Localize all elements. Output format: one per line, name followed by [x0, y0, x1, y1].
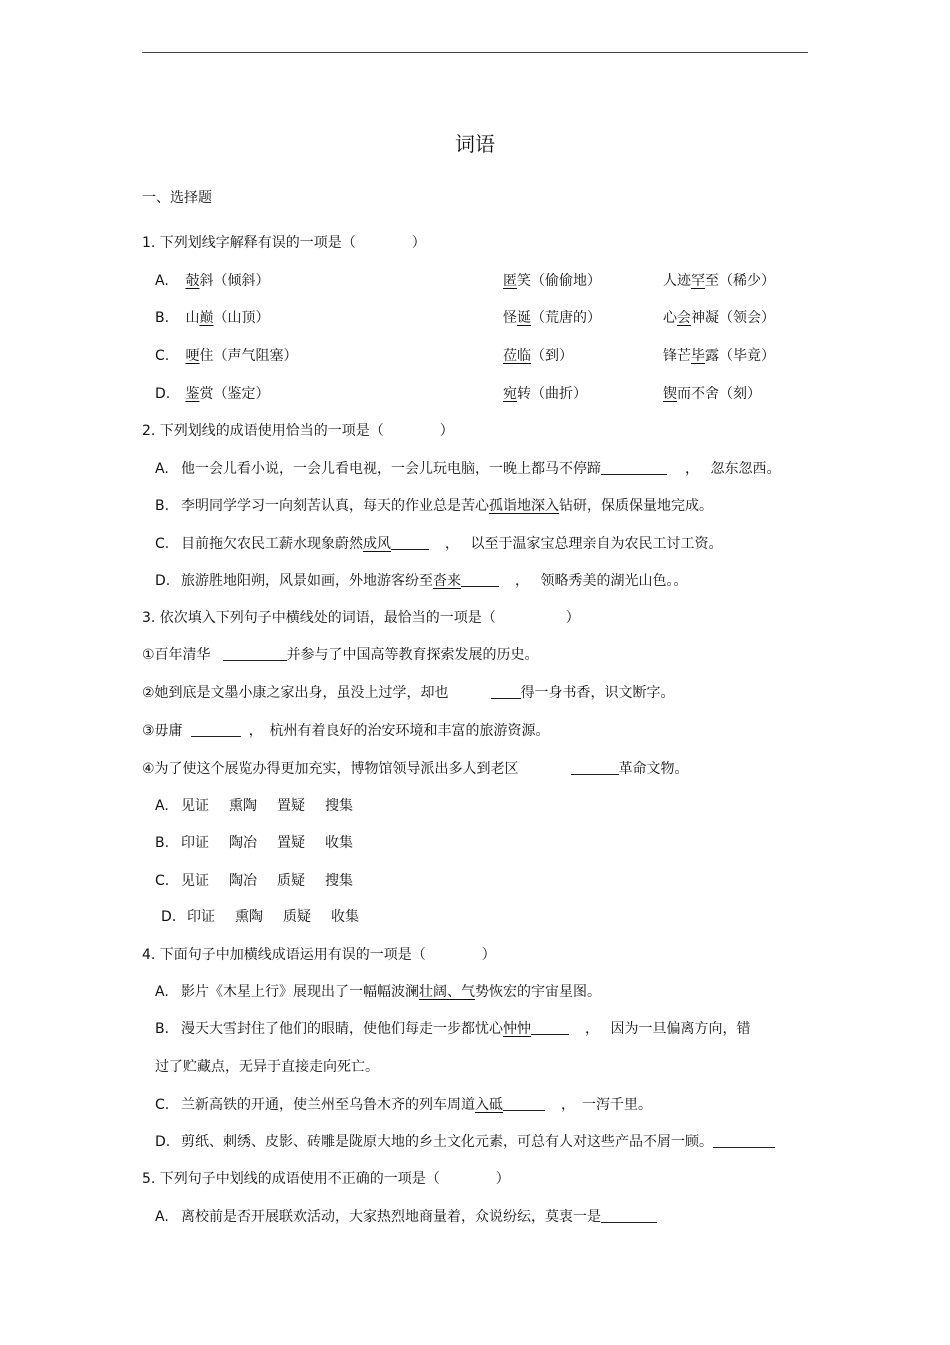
q3-sentence-4: ④为了使这个展览办得更加充实，博物馆领导派出多人到老区 革命文物。: [142, 761, 689, 777]
q3-option-d: D. 印证 熏陶 质疑 收集: [161, 909, 359, 925]
header-rule: [142, 52, 808, 53]
q1-a-item-3: 人迹罕至（稀少）: [663, 273, 775, 289]
q1-b-item-1: 山巅（山顶）: [185, 310, 270, 326]
q1-option-d: D. 鉴赏（鉴定） 宛转（曲折） 锲而不舍（刻）: [155, 383, 269, 403]
answer-blank: [491, 684, 521, 699]
answer-blank: [191, 722, 241, 737]
q1-a-item-2: 匿笑（偷偷地）: [503, 273, 601, 289]
answer-blank: [601, 1208, 657, 1223]
q1-c-item-1: 哽住（声气阻塞）: [185, 348, 298, 364]
q1-d-item-2: 宛转（曲折）: [503, 386, 587, 402]
q1-b-item-2: 怪诞（荒唐的）: [503, 310, 601, 326]
section-heading: 一、选择题: [142, 190, 212, 206]
q3-stem: 3. 依次填入下列句子中横线处的词语，最恰当的一项是（ ）: [142, 610, 580, 626]
q4-option-d: D. 剪纸、刺绣、皮影、砖雕是陇原大地的乡土文化元素，可总有人对这些产品不屑一顾。: [155, 1131, 775, 1151]
answer-blank: [391, 535, 429, 550]
q2-option-c: C. 目前拖欠农民工薪水现象蔚然成风 ， 以至于温家宝总理亲自为农民工讨工资。: [155, 536, 723, 552]
q1-b-item-3: 心会神凝（领会）: [663, 310, 775, 326]
q4-option-b: B. 漫天大雪封住了他们的眼睛，使他们每走一步都忧心忡忡 ， 因为一旦偏离方向，错: [155, 1021, 751, 1037]
q3-sentence-1: ①百年清华 并参与了中国高等教育探索发展的历史。: [142, 647, 539, 663]
q1-c-item-3: 锋芒毕露（毕竟）: [663, 348, 775, 364]
q3-option-a: A. 见证 熏陶 置疑 搜集: [155, 798, 353, 814]
answer-blank: [503, 1096, 545, 1111]
q1-c-item-2: 莅临（到）: [503, 348, 573, 364]
answer-blank: [571, 760, 619, 775]
q1-d-item-1: 鉴赏（鉴定）: [185, 386, 270, 402]
q1-option-b: B. 山巅（山顶） 怪诞（荒唐的） 心会神凝（领会）: [155, 307, 269, 327]
q3-option-b: B. 印证 陶冶 置疑 收集: [155, 835, 353, 851]
q2-option-d: D. 旅游胜地阳朔，风景如画，外地游客纷至沓来 ， 领略秀美的湖光山色。。: [155, 573, 688, 589]
q2-option-b: B. 李明同学学习一向刻苦认真，每天的作业总是苦心孤诣地深入钻研，保质保量地完成。: [155, 498, 713, 514]
q2-option-a: A. 他一会儿看小说，一会儿看电视，一会儿玩电脑，一晚上都马不停蹄 ， 忽东忽西。: [155, 461, 781, 477]
q2-stem: 2. 下列划线的成语使用恰当的一项是（ ）: [142, 423, 454, 439]
q3-sentence-3: ③毋庸 ， 杭州有着良好的治安环境和丰富的旅游资源。: [142, 723, 550, 739]
q1-option-c: C. 哽住（声气阻塞） 莅临（到） 锋芒毕露（毕竟）: [155, 345, 297, 365]
q4-option-c: C. 兰新高铁的开通，使兰州至乌鲁木齐的列车周道入砥 ， 一泻千里。: [155, 1097, 652, 1113]
q5-stem: 5. 下列句子中划线的成语使用不正确的一项是（ ）: [142, 1171, 510, 1187]
q5-option-a: A. 离校前是否开展联欢活动，大家热烈地商量着，众说纷纭，莫衷一是: [155, 1206, 657, 1226]
q4-option-b-continued: 过了贮藏点，无异于直接走向死亡。: [155, 1059, 379, 1075]
q1-option-a: A. 攲斜（倾斜） 匿笑（偷偷地） 人迹罕至（稀少）: [155, 270, 269, 290]
q4-option-a: A. 影片《木星上行》展现出了一幅幅波澜壮阔、气势恢宏的宇宙星图。: [155, 984, 601, 1000]
q3-option-c: C. 见证 陶冶 质疑 搜集: [155, 873, 353, 889]
q3-sentence-2: ②她到底是文墨小康之家出身，虽没上过学，却也 得一身书香，识文断字。: [142, 685, 675, 701]
answer-blank: [461, 572, 499, 587]
q1-stem: 1. 下列划线字解释有误的一项是（ ）: [142, 235, 426, 251]
q4-stem: 4. 下面句子中加横线成语运用有误的一项是（ ）: [142, 947, 496, 963]
q1-a-item-1: 攲斜（倾斜）: [185, 273, 270, 289]
answer-blank: [531, 1020, 569, 1035]
page-title: 词语: [455, 132, 495, 156]
answer-blank: [223, 646, 287, 661]
answer-blank: [601, 460, 667, 475]
answer-blank: [713, 1133, 775, 1148]
q1-d-item-3: 锲而不舍（刻）: [663, 386, 761, 402]
